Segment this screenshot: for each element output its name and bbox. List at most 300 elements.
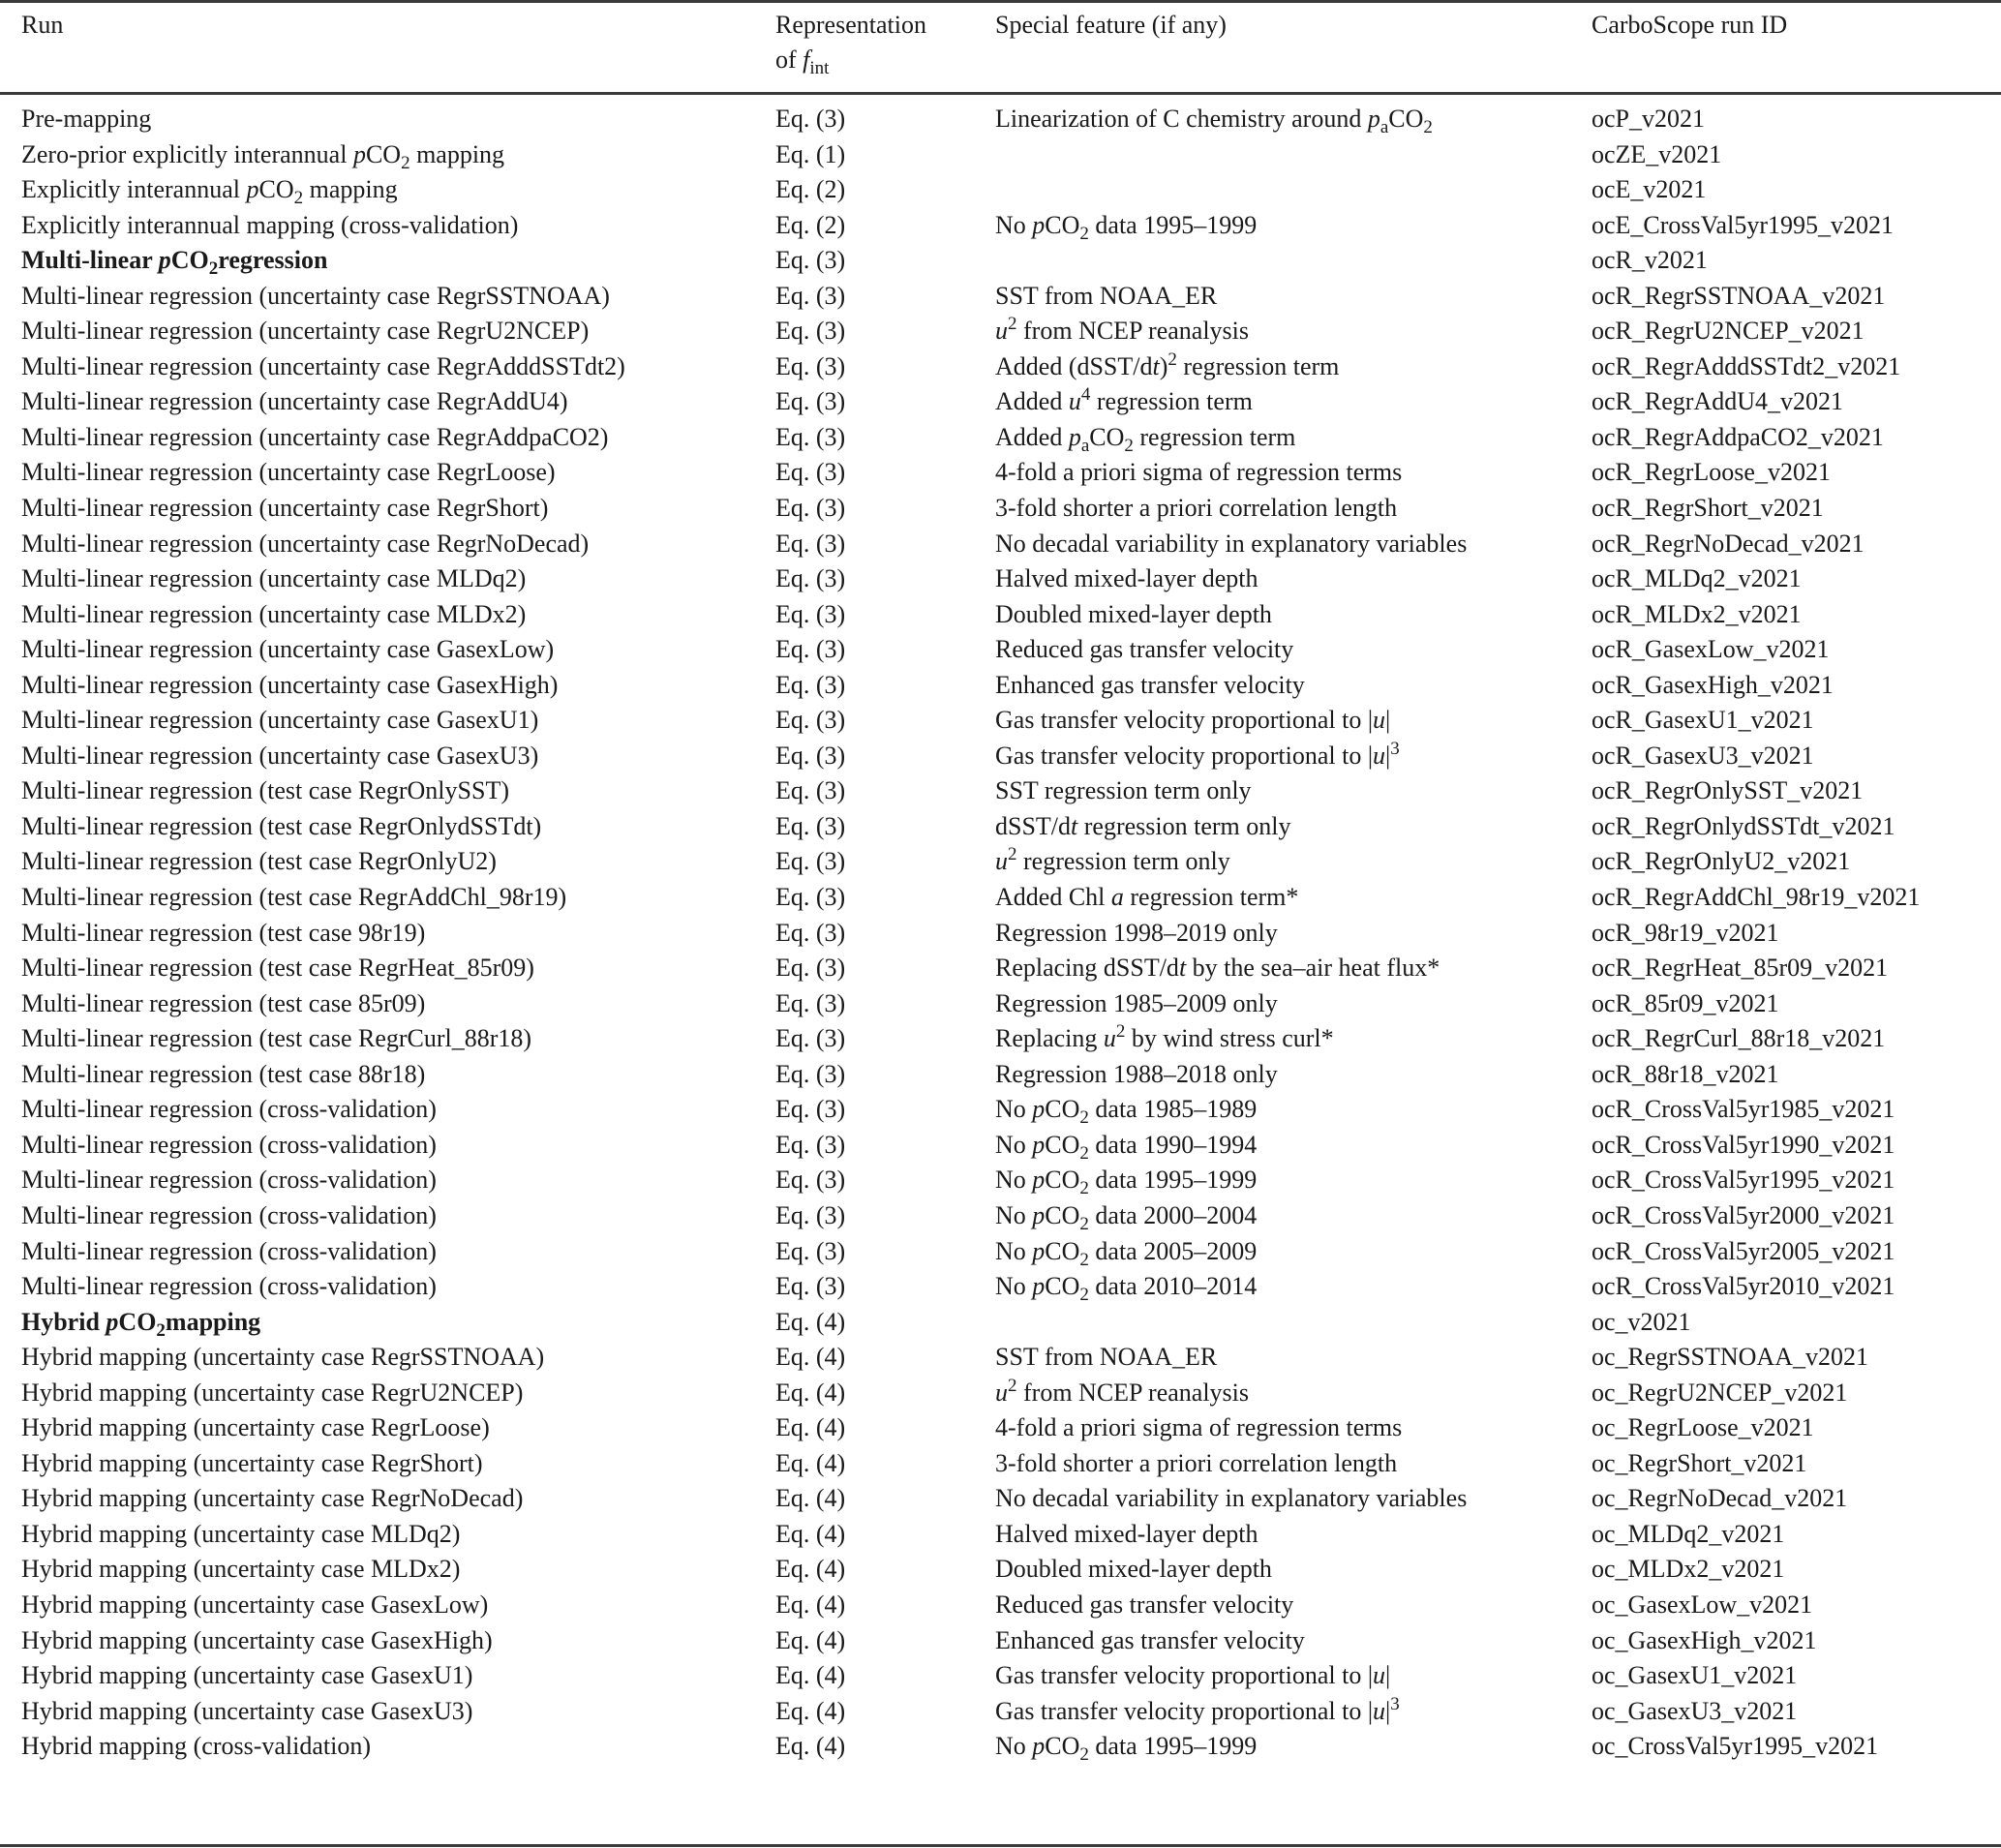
cell-run — [21, 1376, 523, 1410]
cell-run-id: oc_v2021 — [1592, 1307, 1691, 1336]
table-row — [0, 420, 2001, 456]
cell-representation: Eq. (4) — [775, 1448, 846, 1477]
text-segment: Hybrid — [21, 1307, 106, 1336]
text-segment: 2 — [1008, 314, 1017, 335]
header-special-feature — [995, 8, 1227, 43]
text-segment: 2 — [1079, 223, 1089, 244]
text-segment: Multi-linear — [21, 246, 159, 275]
text-segment: 2 — [1167, 348, 1177, 370]
text-segment: p — [158, 246, 171, 275]
text-segment: by the sea–air heat flux* — [1186, 954, 1440, 983]
text-segment: u — [1373, 706, 1386, 735]
cell-run-id: ocR_RegrCurl_88r18_v2021 — [1592, 1024, 1886, 1053]
text-segment: CO — [1045, 210, 1080, 239]
cell-representation: Eq. (2) — [775, 175, 846, 204]
cell-run-id: oc_GasexU3_v2021 — [1592, 1696, 1798, 1725]
cell-run — [21, 1446, 483, 1481]
text-segment: Hybrid mapping (uncertainty case GasexU1) — [21, 1661, 473, 1690]
cell-representation: Eq. (3) — [775, 351, 846, 380]
text-segment: Multi-linear regression (test case RegrCurl_88r18) — [21, 1024, 532, 1053]
text-segment: Multi-linear regression (uncertainty case GasexHigh) — [21, 670, 559, 699]
text-segment: Added — [995, 387, 1069, 416]
text-segment: | — [1385, 1696, 1391, 1725]
text-segment: SST regression term only — [995, 776, 1252, 805]
table-row — [0, 243, 2001, 279]
text-segment: Hybrid mapping (uncertainty case RegrU2NCEP) — [21, 1378, 524, 1407]
text-segment: | — [1385, 706, 1391, 735]
cell-special-feature — [995, 703, 1390, 738]
cell-special-feature — [995, 1410, 1402, 1445]
cell-run-id: oc_RegrSSTNOAA_v2021 — [1592, 1343, 1868, 1372]
text-segment: No — [995, 1200, 1033, 1229]
cell-special-feature — [995, 1376, 1249, 1410]
cell-special-feature — [995, 1092, 1257, 1127]
table-row — [0, 1234, 2001, 1270]
text-segment: Doubled mixed-layer depth — [995, 1555, 1272, 1584]
cell-run — [21, 1163, 437, 1197]
cell-representation: Eq. (3) — [775, 317, 846, 346]
cell-representation: Eq. (3) — [775, 954, 846, 983]
text-segment: p — [1068, 422, 1081, 451]
cell-run-id: ocR_RegrAddChl_98r19_v2021 — [1592, 883, 1921, 912]
text-segment: Hybrid mapping (uncertainty case RegrLoose) — [21, 1413, 490, 1442]
table-row — [0, 951, 2001, 986]
text-segment: Reduced gas transfer velocity — [995, 1590, 1294, 1619]
table-row — [0, 1269, 2001, 1305]
text-segment: No decadal variability in explanatory variables — [995, 529, 1468, 558]
text-segment: p — [1367, 105, 1380, 133]
cell-special-feature — [995, 1481, 1467, 1516]
text-segment: p — [1032, 1236, 1046, 1265]
cell-run-id: ocR_GasexLow_v2021 — [1592, 635, 1830, 664]
cell-special-feature — [995, 1269, 1257, 1304]
table-row — [0, 1057, 2001, 1093]
cell-special-feature — [995, 384, 1253, 419]
cell-run — [21, 880, 566, 915]
text-segment: 2 — [1124, 435, 1134, 456]
cell-representation: Eq. (3) — [775, 246, 846, 275]
cell-run-id: ocR_v2021 — [1592, 246, 1708, 275]
text-segment: No — [995, 1166, 1033, 1195]
cell-run-id: ocR_CrossVal5yr1985_v2021 — [1592, 1095, 1895, 1124]
cell-representation: Eq. (4) — [775, 1307, 846, 1336]
text-segment: Regression 1985–2009 only — [995, 988, 1278, 1017]
text-segment: Reduced gas transfer velocity — [995, 635, 1294, 664]
text-segment: Representation — [775, 11, 926, 39]
text-segment: regression term only — [1016, 847, 1230, 876]
cell-special-feature — [995, 1340, 1217, 1375]
table-row — [0, 703, 2001, 739]
cell-representation: Eq. (3) — [775, 1095, 846, 1124]
table-row — [0, 1376, 2001, 1411]
cell-representation: Eq. (1) — [775, 139, 846, 168]
text-segment: 2 — [156, 1319, 166, 1341]
cell-run — [21, 172, 398, 207]
cell-representation: Eq. (3) — [775, 1200, 846, 1229]
text-segment: Multi-linear regression (uncertainty case RegrAddpaCO2) — [21, 422, 609, 451]
text-segment: No — [995, 1095, 1033, 1124]
table-row — [0, 916, 2001, 952]
cell-special-feature — [995, 773, 1252, 808]
cell-representation: Eq. (4) — [775, 1378, 846, 1407]
cell-representation: Eq. (3) — [775, 105, 846, 133]
cell-representation: Eq. (4) — [775, 1343, 846, 1372]
cell-representation: Eq. (3) — [775, 918, 846, 947]
text-segment: Multi-linear regression (uncertainty case RegrLoose) — [21, 458, 556, 487]
text-segment: data 2010–2014 — [1088, 1272, 1258, 1301]
text-segment: mapping — [303, 175, 398, 204]
table-row — [0, 279, 2001, 315]
text-segment: Replacing dSST/d — [995, 954, 1179, 983]
cell-run — [21, 1517, 460, 1552]
cell-run — [21, 1305, 260, 1340]
text-segment: CO — [1045, 1095, 1080, 1124]
cell-special-feature — [995, 916, 1278, 951]
cell-special-feature — [995, 986, 1278, 1021]
table-row — [0, 739, 2001, 774]
text-segment: 2 — [293, 188, 304, 209]
text-segment: Halved mixed-layer depth — [995, 1519, 1258, 1548]
text-segment: Enhanced gas transfer velocity — [995, 1625, 1305, 1654]
text-segment: data 2000–2004 — [1088, 1200, 1258, 1229]
text-segment: p — [1032, 1272, 1046, 1301]
text-segment: Multi-linear regression (uncertainty case RegrAddU4) — [21, 387, 568, 416]
table-row — [0, 1163, 2001, 1198]
cell-run-id: ocR_98r19_v2021 — [1592, 918, 1779, 947]
text-segment: Gas transfer velocity proportional to | — [995, 741, 1374, 770]
text-segment: Gas transfer velocity proportional to | — [995, 706, 1374, 735]
text-segment: Regression 1988–2018 only — [995, 1059, 1278, 1088]
cell-representation: Eq. (3) — [775, 458, 846, 487]
text-segment: regression term* — [1123, 883, 1299, 912]
table-row — [0, 1658, 2001, 1694]
text-segment: mapping — [165, 1307, 261, 1336]
cell-run — [21, 384, 568, 419]
text-segment: p — [1032, 210, 1046, 239]
text-segment: 2 — [1079, 1249, 1089, 1270]
cell-special-feature — [995, 1234, 1257, 1269]
text-segment: u — [995, 847, 1008, 876]
cell-run — [21, 703, 538, 738]
cell-run-id: ocR_RegrLoose_v2021 — [1592, 458, 1831, 487]
cell-special-feature — [995, 561, 1258, 596]
cell-run-id: oc_RegrU2NCEP_v2021 — [1592, 1378, 1848, 1407]
cell-run — [21, 1128, 437, 1163]
cell-run-id: ocR_MLDq2_v2021 — [1592, 564, 1802, 593]
cell-special-feature — [995, 809, 1291, 844]
cell-run — [21, 1269, 437, 1304]
table-row — [0, 349, 2001, 385]
cell-run-id: ocR_CrossVal5yr2010_v2021 — [1592, 1272, 1895, 1301]
cell-special-feature — [995, 739, 1400, 773]
cell-representation: Eq. (3) — [775, 564, 846, 593]
text-segment: int — [809, 58, 830, 78]
text-segment: a — [1110, 883, 1124, 912]
text-segment: Multi-linear regression (cross-validation) — [21, 1166, 437, 1195]
text-segment: Explicitly interannual — [21, 175, 247, 204]
table-row — [0, 1517, 2001, 1553]
text-segment: CO — [1045, 1166, 1080, 1195]
text-segment: CO — [1045, 1130, 1080, 1159]
text-segment: | — [1385, 1661, 1391, 1690]
table-row — [0, 1552, 2001, 1588]
cell-run — [21, 420, 608, 455]
text-segment: Multi-linear regression (cross-validation) — [21, 1200, 437, 1229]
table-row — [0, 1305, 2001, 1341]
text-segment: u — [995, 317, 1008, 346]
text-segment: Multi-linear regression (test case RegrOnlySST) — [21, 776, 509, 805]
text-segment: regression — [218, 246, 328, 275]
text-segment: Multi-linear regression (uncertainty case RegrU2NCEP) — [21, 317, 590, 346]
header-run — [21, 8, 63, 43]
text-segment: Multi-linear regression (test case 85r09) — [21, 988, 426, 1017]
cell-run — [21, 844, 497, 879]
text-segment: SST from NOAA_ER — [995, 281, 1218, 310]
cell-representation: Eq. (3) — [775, 988, 846, 1017]
cell-special-feature — [995, 527, 1467, 561]
text-segment: Multi-linear regression (cross-validation) — [21, 1130, 437, 1159]
text-segment: Hybrid mapping (uncertainty case RegrSSTNOAA) — [21, 1343, 545, 1372]
text-segment: 2 — [1079, 1285, 1089, 1306]
cell-representation: Eq. (3) — [775, 811, 846, 840]
cell-run-id: oc_RegrLoose_v2021 — [1592, 1413, 1814, 1442]
cell-run-id: ocR_RegrOnlyU2_v2021 — [1592, 847, 1851, 876]
cell-run-id: oc_GasexU1_v2021 — [1592, 1661, 1798, 1690]
cell-special-feature — [995, 1057, 1278, 1092]
cell-representation: Eq. (3) — [775, 1166, 846, 1195]
cell-representation: Eq. (4) — [775, 1732, 846, 1761]
cell-run — [21, 986, 425, 1021]
text-segment: No — [995, 1272, 1033, 1301]
text-segment: 2 — [208, 258, 219, 280]
cell-run-id: ocR_MLDx2_v2021 — [1592, 599, 1802, 628]
text-segment: Multi-linear regression (test case RegrOnlydSSTdt) — [21, 811, 542, 840]
cell-representation: Eq. (3) — [775, 706, 846, 735]
table-row — [0, 137, 2001, 173]
cell-special-feature — [995, 1021, 1334, 1056]
text-segment: CO — [1045, 1732, 1080, 1761]
text-segment: 4 — [1080, 384, 1091, 406]
text-segment: 2 — [1008, 844, 1017, 865]
cell-special-feature — [995, 102, 1433, 136]
cell-special-feature — [995, 420, 1295, 455]
text-segment: p — [352, 139, 366, 168]
text-segment: Replacing — [995, 1024, 1104, 1053]
text-segment: Hybrid mapping (cross-validation) — [21, 1732, 372, 1761]
text-segment: Multi-linear regression (uncertainty case GasexU3) — [21, 741, 539, 770]
text-segment: No — [995, 1732, 1033, 1761]
cell-representation: Eq. (3) — [775, 1059, 846, 1088]
cell-special-feature — [995, 1658, 1390, 1693]
text-segment: f — [803, 45, 810, 74]
text-segment: 2 — [1008, 1375, 1017, 1396]
cell-representation: Eq. (3) — [775, 281, 846, 310]
cell-representation: Eq. (4) — [775, 1555, 846, 1584]
text-segment: 2 — [401, 152, 410, 173]
cell-run — [21, 491, 548, 526]
cell-representation: Eq. (3) — [775, 741, 846, 770]
table-row — [0, 1128, 2001, 1164]
cell-representation: Eq. (4) — [775, 1413, 846, 1442]
cell-run — [21, 527, 589, 561]
text-segment: Hybrid mapping (uncertainty case GasexHigh) — [21, 1625, 493, 1654]
table-row — [0, 1092, 2001, 1128]
text-segment: p — [1032, 1732, 1046, 1761]
text-segment: dSST/d — [995, 811, 1072, 840]
cell-run-id: ocR_CrossVal5yr1990_v2021 — [1592, 1130, 1895, 1159]
text-segment: ) — [1159, 351, 1168, 380]
table-row — [0, 314, 2001, 349]
text-segment: u — [995, 1378, 1008, 1407]
cell-run-id: ocR_RegrAddU4_v2021 — [1592, 387, 1843, 416]
table-row — [0, 172, 2001, 208]
cell-run — [21, 916, 425, 951]
text-segment: data 1985–1989 — [1088, 1095, 1258, 1124]
cell-representation: Eq. (4) — [775, 1484, 846, 1513]
text-segment: u — [1068, 387, 1081, 416]
cell-run — [21, 1729, 371, 1764]
text-segment: Multi-linear regression (test case RegrAddChl_98r19) — [21, 883, 567, 912]
text-segment: p — [106, 1307, 119, 1336]
text-segment: Linearization of C chemistry around — [995, 105, 1368, 133]
text-segment: 3 — [1390, 738, 1400, 759]
cell-representation: Eq. (3) — [775, 776, 846, 805]
cell-run — [21, 1694, 472, 1729]
text-segment: data 2005–2009 — [1088, 1236, 1258, 1265]
cell-representation: Eq. (4) — [775, 1590, 846, 1619]
text-segment: Added — [995, 422, 1069, 451]
cell-run-id: ocE_CrossVal5yr1995_v2021 — [1592, 210, 1894, 239]
table-row — [0, 208, 2001, 244]
cell-run — [21, 1234, 437, 1269]
text-segment: regression term — [1133, 422, 1296, 451]
cell-run — [21, 1658, 472, 1693]
text-segment: No decadal variability in explanatory variables — [995, 1484, 1468, 1513]
cell-special-feature — [995, 455, 1402, 490]
header-representation-line1 — [775, 8, 926, 43]
cell-run-id: ocP_v2021 — [1592, 105, 1705, 133]
text-segment: p — [1032, 1166, 1046, 1195]
table-row — [0, 1623, 2001, 1659]
text-segment: t — [1071, 811, 1078, 840]
text-segment: Multi-linear regression (test case RegrHeat_85r09) — [21, 954, 534, 983]
cell-run-id: ocR_85r09_v2021 — [1592, 988, 1779, 1017]
header-bottom-rule — [0, 92, 2001, 95]
table-row — [0, 1729, 2001, 1765]
cell-run-id: oc_MLDq2_v2021 — [1592, 1519, 1785, 1548]
cell-run-id: oc_GasexHigh_v2021 — [1592, 1625, 1817, 1654]
text-segment: Multi-linear regression (test case 88r18) — [21, 1059, 426, 1088]
text-segment: CO — [1388, 105, 1424, 133]
cell-run-id: ocR_RegrHeat_85r09_v2021 — [1592, 954, 1889, 983]
text-segment: Hybrid mapping (uncertainty case GasexLow) — [21, 1590, 489, 1619]
text-segment: p — [1032, 1200, 1046, 1229]
table-row — [0, 527, 2001, 562]
cell-run — [21, 314, 589, 348]
cell-run-id: ocR_GasexHigh_v2021 — [1592, 670, 1834, 699]
cell-run — [21, 243, 327, 278]
text-segment: Enhanced gas transfer velocity — [995, 670, 1305, 699]
cell-special-feature — [995, 1623, 1305, 1658]
text-segment: Hybrid mapping (uncertainty case MLDq2) — [21, 1519, 461, 1548]
cell-run — [21, 739, 538, 773]
text-segment: Multi-linear regression (cross-validation) — [21, 1236, 437, 1265]
table-row — [0, 491, 2001, 527]
text-segment: CO — [1045, 1272, 1080, 1301]
text-segment: from NCEP reanalysis — [1016, 1378, 1249, 1407]
cell-run — [21, 137, 504, 172]
cell-run — [21, 1481, 523, 1516]
cell-run-id: oc_CrossVal5yr1995_v2021 — [1592, 1732, 1879, 1761]
cell-special-feature — [995, 491, 1397, 526]
text-segment: Multi-linear regression (uncertainty case GasexLow) — [21, 635, 555, 664]
text-segment: p — [246, 175, 259, 204]
table-row — [0, 561, 2001, 597]
cell-run-id: ocR_CrossVal5yr2000_v2021 — [1592, 1200, 1895, 1229]
text-segment: u — [1373, 1696, 1386, 1725]
text-segment: u — [1373, 1661, 1386, 1690]
text-segment: Pre-mapping — [21, 105, 152, 133]
text-segment: 2 — [1079, 1142, 1089, 1164]
text-segment: CarboScope run ID — [1592, 11, 1788, 39]
table-row — [0, 455, 2001, 491]
cell-special-feature — [995, 951, 1440, 985]
cell-run-id: oc_MLDx2_v2021 — [1592, 1555, 1785, 1584]
cell-run — [21, 1588, 488, 1622]
text-segment: 2 — [1079, 1744, 1089, 1766]
text-segment: CO — [170, 246, 209, 275]
text-segment: Added (dSST/d — [995, 351, 1153, 380]
cell-run — [21, 1623, 493, 1658]
text-segment: of — [775, 45, 803, 74]
table-row — [0, 597, 2001, 633]
text-segment: 2 — [1423, 117, 1433, 137]
header-run-id — [1592, 8, 1787, 43]
text-segment: Halved mixed-layer depth — [995, 564, 1258, 593]
cell-special-feature — [995, 1446, 1397, 1481]
table-row — [0, 668, 2001, 704]
text-segment: Gas transfer velocity proportional to | — [995, 1661, 1374, 1690]
cell-run-id: ocR_GasexU3_v2021 — [1592, 741, 1814, 770]
cell-run-id: ocR_RegrU2NCEP_v2021 — [1592, 317, 1865, 346]
cell-run-id: ocR_RegrSSTNOAA_v2021 — [1592, 281, 1886, 310]
text-segment: Multi-linear regression (uncertainty case RegrAdddSSTdt2) — [21, 351, 625, 380]
table-row — [0, 1340, 2001, 1376]
table-top-rule — [0, 0, 2001, 3]
text-segment: from NCEP reanalysis — [1016, 317, 1249, 346]
cell-run — [21, 1021, 531, 1056]
text-segment: No — [995, 1130, 1033, 1159]
text-segment: 2 — [1079, 1107, 1089, 1129]
text-segment: u — [1103, 1024, 1116, 1053]
cell-special-feature — [995, 279, 1217, 314]
text-segment: CO — [118, 1307, 157, 1336]
cell-representation: Eq. (3) — [775, 1130, 846, 1159]
text-segment: Run — [21, 11, 64, 39]
text-segment: mapping — [409, 139, 505, 168]
cell-representation: Eq. (3) — [775, 635, 846, 664]
cell-special-feature — [995, 1694, 1400, 1729]
cell-special-feature — [995, 1198, 1257, 1233]
text-segment: Multi-linear regression (cross-validation) — [21, 1272, 437, 1301]
text-segment: | — [1385, 741, 1391, 770]
cell-run-id: ocR_CrossVal5yr1995_v2021 — [1592, 1166, 1895, 1195]
cell-run — [21, 668, 558, 703]
cell-representation: Eq. (3) — [775, 599, 846, 628]
text-segment: Special feature (if any) — [995, 11, 1227, 39]
text-segment: 2 — [1115, 1021, 1126, 1043]
text-segment: Multi-linear regression (uncertainty case RegrNoDecad) — [21, 529, 590, 558]
